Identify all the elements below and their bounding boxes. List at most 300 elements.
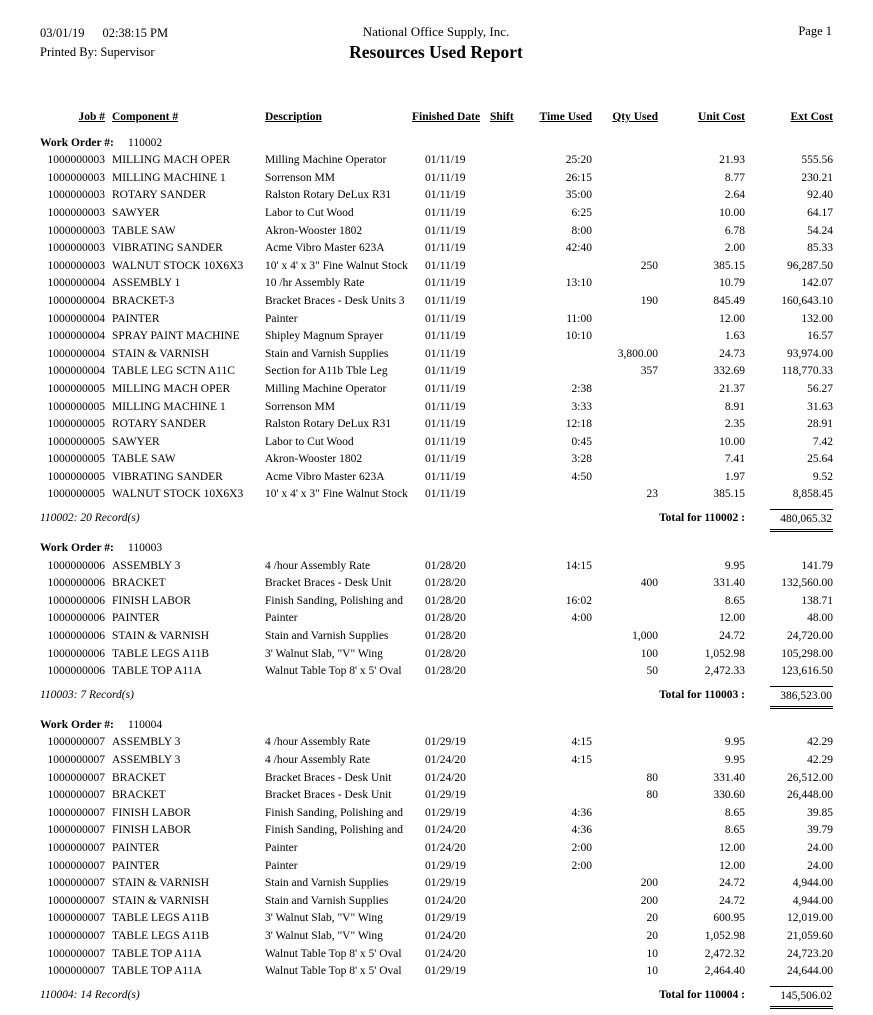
cell-finished-date: 01/29/19 — [425, 806, 466, 819]
cell-job: 1000000003 — [47, 242, 105, 255]
cell-time-used: 3:28 — [571, 453, 592, 466]
cell-description: 4 /hour Assembly Rate — [265, 754, 371, 766]
cell-component: PAINTER — [112, 859, 160, 872]
work-order-number: 110003 — [128, 542, 163, 555]
cell-job: 1000000006 — [47, 665, 105, 678]
cell-unit-cost: 10.00 — [719, 206, 745, 219]
cell-finished-date: 01/28/20 — [425, 647, 466, 660]
group-total-cell — [745, 509, 833, 532]
cell-ext-cost: 28.91 — [807, 418, 833, 431]
cell-qty-used: 200 — [640, 894, 658, 907]
cell-time-used: 3:33 — [571, 400, 592, 413]
cell-finished-date: 01/28/20 — [425, 612, 466, 625]
cell-qty-used: 200 — [640, 877, 658, 890]
table-row — [40, 258, 833, 276]
table-row — [40, 170, 833, 188]
cell-job: 1000000006 — [47, 612, 105, 625]
cell-component: ASSEMBLY 3 — [112, 754, 181, 766]
cell-description: 10' x 4' x 3" Fine Walnut Stock — [265, 259, 408, 272]
cell-job: 1000000006 — [47, 647, 105, 660]
cell-unit-cost: 331.40 — [713, 771, 745, 784]
cell-unit-cost: 21.93 — [719, 154, 745, 167]
cell-unit-cost: 330.60 — [713, 789, 745, 802]
cell-component: MILLING MACHINE 1 — [112, 400, 226, 413]
cell-ext-cost: 25.64 — [807, 453, 833, 466]
cell-unit-cost: 1.63 — [724, 330, 745, 343]
cell-time-used: 4:36 — [571, 824, 592, 837]
cell-time-used: 2:00 — [571, 841, 592, 854]
table-row — [40, 434, 833, 452]
cell-job: 1000000007 — [47, 965, 105, 978]
page-number: Page 1 — [798, 24, 832, 38]
cell-component: MILLING MACH OPER — [112, 154, 231, 167]
cell-description: Stain and Varnish Supplies — [265, 877, 389, 890]
cell-job: 1000000003 — [47, 154, 105, 167]
work-order-group — [40, 135, 833, 532]
cell-component: STAIN & VARNISH — [112, 347, 210, 360]
cell-description: Milling Machine Operator — [265, 382, 387, 395]
column-header-time-used: Time Used — [539, 111, 592, 123]
column-header-qty-used: Qty Used — [612, 111, 658, 123]
cell-finished-date: 01/11/19 — [425, 347, 466, 360]
cell-description: Finish Sanding, Polishing and — [265, 806, 404, 819]
column-header-job: Job # — [78, 111, 105, 123]
table-row — [40, 822, 833, 840]
cell-finished-date: 01/11/19 — [425, 294, 466, 307]
cell-job: 1000000007 — [47, 841, 105, 854]
cell-job: 1000000006 — [47, 630, 105, 643]
cell-qty-used: 50 — [646, 665, 658, 678]
table-row — [40, 558, 833, 576]
cell-qty-used: 100 — [640, 647, 658, 660]
cell-ext-cost: 39.85 — [807, 806, 833, 819]
group-rows — [40, 734, 833, 980]
cell-finished-date: 01/28/20 — [425, 665, 466, 678]
cell-qty-used: 20 — [646, 912, 658, 925]
cell-job: 1000000004 — [47, 312, 105, 325]
cell-finished-date: 01/24/20 — [425, 929, 466, 942]
cell-finished-date: 01/11/19 — [425, 418, 466, 431]
cell-time-used: 13:10 — [565, 277, 592, 290]
table-row — [40, 734, 833, 752]
cell-finished-date: 01/11/19 — [425, 330, 466, 343]
cell-time-used: 8:00 — [571, 224, 592, 237]
cell-qty-used: 10 — [646, 965, 658, 978]
cell-job: 1000000006 — [47, 577, 105, 590]
cell-finished-date: 01/29/19 — [425, 965, 466, 978]
cell-qty-used: 80 — [646, 789, 658, 802]
cell-ext-cost: 4,944.00 — [792, 894, 833, 907]
cell-description: Bracket Braces - Desk Unit — [265, 771, 392, 784]
table-row — [40, 275, 833, 293]
table-row — [40, 628, 833, 646]
cell-unit-cost: 1,052.98 — [704, 929, 745, 942]
cell-component: SPRAY PAINT MACHINE — [112, 330, 240, 343]
group-rows — [40, 558, 833, 681]
cell-description: Shipley Magnum Sprayer — [265, 330, 384, 343]
cell-time-used: 2:38 — [571, 382, 592, 395]
cell-finished-date: 01/11/19 — [425, 488, 466, 501]
cell-component: TABLE LEGS A11B — [112, 647, 210, 660]
cell-finished-date: 01/29/19 — [425, 859, 466, 872]
cell-time-used: 4:15 — [571, 754, 592, 766]
cell-component: TABLE LEG SCTN A11C — [112, 365, 235, 378]
cell-ext-cost: 26,448.00 — [787, 789, 833, 802]
cell-ext-cost: 48.00 — [807, 612, 833, 625]
cell-description: Bracket Braces - Desk Units 3 — [265, 294, 405, 307]
cell-component: TABLE SAW — [112, 224, 176, 237]
cell-qty-used: 400 — [640, 577, 658, 590]
cell-description: Section for A11b Tble Leg — [265, 365, 388, 378]
cell-unit-cost: 12.00 — [719, 612, 745, 625]
cell-time-used: 26:15 — [565, 171, 592, 184]
cell-component: WALNUT STOCK 10X6X3 — [112, 488, 244, 501]
cell-description: 4 /hour Assembly Rate — [265, 559, 371, 572]
cell-job: 1000000005 — [47, 488, 105, 501]
table-row — [40, 593, 833, 611]
cell-ext-cost: 64.17 — [807, 206, 833, 219]
cell-finished-date: 01/11/19 — [425, 224, 466, 237]
cell-unit-cost: 1,052.98 — [704, 647, 745, 660]
cell-component: MILLING MACH OPER — [112, 382, 231, 395]
cell-job: 1000000007 — [47, 929, 105, 942]
cell-description: 3' Walnut Slab, "V" Wing — [265, 912, 383, 925]
table-row — [40, 293, 833, 311]
cell-unit-cost: 8.65 — [724, 824, 745, 837]
cell-ext-cost: 21,059.60 — [787, 929, 833, 942]
cell-ext-cost: 92.40 — [807, 189, 833, 202]
cell-unit-cost: 7.41 — [724, 453, 745, 466]
cell-ext-cost: 7.42 — [812, 435, 833, 448]
group-total-value: 480,065.32 — [770, 509, 833, 532]
table-row — [40, 858, 833, 876]
cell-unit-cost: 8.91 — [724, 400, 745, 413]
cell-ext-cost: 24,720.00 — [787, 630, 833, 643]
cell-job: 1000000005 — [47, 400, 105, 413]
cell-ext-cost: 24,644.00 — [787, 965, 833, 978]
cell-description: Finish Sanding, Polishing and — [265, 594, 404, 607]
cell-description: Walnut Table Top 8' x 5' Oval — [265, 665, 402, 678]
cell-unit-cost: 385.15 — [713, 488, 745, 501]
column-header-shift: Shift — [490, 111, 514, 123]
cell-description: Milling Machine Operator — [265, 154, 387, 167]
work-order-number: 110004 — [128, 718, 163, 731]
cell-component: TABLE TOP A11A — [112, 965, 202, 978]
cell-component: PAINTER — [112, 612, 160, 625]
table-row — [40, 875, 833, 893]
cell-finished-date: 01/11/19 — [425, 189, 466, 202]
cell-job: 1000000007 — [47, 806, 105, 819]
cell-ext-cost: 26,512.00 — [787, 771, 833, 784]
group-total-value: 386,523.00 — [770, 686, 833, 709]
cell-component: ROTARY SANDER — [112, 418, 207, 431]
table-row — [40, 451, 833, 469]
cell-ext-cost: 138.71 — [801, 594, 833, 607]
cell-unit-cost: 9.95 — [724, 559, 745, 572]
cell-unit-cost: 12.00 — [719, 312, 745, 325]
group-footer — [40, 509, 833, 532]
cell-finished-date: 01/24/20 — [425, 754, 466, 766]
group-total-cell — [745, 986, 833, 1009]
cell-component: STAIN & VARNISH — [112, 630, 210, 643]
cell-unit-cost: 331.40 — [713, 577, 745, 590]
cell-finished-date: 01/11/19 — [425, 206, 466, 219]
cell-description: 3' Walnut Slab, "V" Wing — [265, 647, 383, 660]
cell-finished-date: 01/11/19 — [425, 312, 466, 325]
cell-description: 3' Walnut Slab, "V" Wing — [265, 929, 383, 942]
cell-finished-date: 01/11/19 — [425, 277, 466, 290]
table-row — [40, 223, 833, 241]
cell-ext-cost: 96,287.50 — [787, 259, 833, 272]
cell-ext-cost: 9.52 — [812, 470, 833, 483]
page-title: Resources Used Report — [349, 42, 523, 62]
printed-by: Printed By: Supervisor — [40, 45, 155, 60]
cell-ext-cost: 160,643.10 — [781, 294, 833, 307]
cell-unit-cost: 12.00 — [719, 841, 745, 854]
cell-ext-cost: 24.00 — [807, 841, 833, 854]
table-row — [40, 787, 833, 805]
cell-component: WALNUT STOCK 10X6X3 — [112, 259, 244, 272]
column-header-description: Description — [265, 111, 322, 123]
cell-finished-date: 01/28/20 — [425, 630, 466, 643]
cell-unit-cost: 10.00 — [719, 435, 745, 448]
cell-ext-cost: 24,723.20 — [787, 947, 833, 960]
cell-job: 1000000003 — [47, 189, 105, 202]
work-order-label: Work Order #: — [40, 542, 114, 555]
cell-component: PAINTER — [112, 841, 160, 854]
cell-time-used: 11:00 — [566, 312, 592, 325]
work-order-groups — [40, 135, 833, 1009]
table-row — [40, 381, 833, 399]
cell-ext-cost: 230.21 — [801, 171, 833, 184]
cell-unit-cost: 24.73 — [719, 347, 745, 360]
cell-component: BRACKET — [112, 771, 166, 784]
table-row — [40, 610, 833, 628]
cell-component: TABLE TOP A11A — [112, 665, 202, 678]
group-record-count: 110004: 14 Record(s) — [40, 988, 140, 1001]
table-row — [40, 893, 833, 911]
work-order-group — [40, 540, 833, 709]
cell-unit-cost: 2,472.32 — [704, 947, 745, 960]
cell-description: 10 /hr Assembly Rate — [265, 277, 365, 290]
cell-job: 1000000007 — [47, 912, 105, 925]
cell-finished-date: 01/11/19 — [425, 242, 466, 255]
table-row — [40, 752, 833, 770]
cell-job: 1000000005 — [47, 470, 105, 483]
cell-qty-used: 357 — [640, 365, 658, 378]
cell-unit-cost: 8.65 — [724, 806, 745, 819]
cell-job: 1000000007 — [47, 824, 105, 837]
cell-unit-cost: 24.72 — [719, 894, 745, 907]
cell-job: 1000000007 — [47, 947, 105, 960]
cell-finished-date: 01/29/19 — [425, 736, 466, 749]
table-row — [40, 840, 833, 858]
cell-unit-cost: 845.49 — [713, 294, 745, 307]
work-order-label: Work Order #: — [40, 718, 114, 731]
table-row — [40, 575, 833, 593]
cell-finished-date: 01/24/20 — [425, 771, 466, 784]
cell-description: Painter — [265, 612, 298, 625]
cell-component: MILLING MACHINE 1 — [112, 171, 226, 184]
cell-description: Acme Vibro Master 623A — [265, 470, 385, 483]
cell-component: TABLE LEGS A11B — [112, 912, 210, 925]
table-row — [40, 416, 833, 434]
cell-unit-cost: 21.37 — [719, 382, 745, 395]
cell-job: 1000000004 — [47, 365, 105, 378]
table-row — [40, 187, 833, 205]
work-order-header — [40, 717, 833, 735]
group-footer — [40, 686, 833, 709]
cell-job: 1000000003 — [47, 224, 105, 237]
print-time: 02:38:15 PM — [102, 26, 169, 40]
report-header — [0, 0, 873, 63]
table-row — [40, 363, 833, 381]
cell-finished-date: 01/11/19 — [425, 453, 466, 466]
cell-unit-cost: 24.72 — [719, 877, 745, 890]
cell-job: 1000000007 — [47, 736, 105, 749]
group-record-count: 110002: 20 Record(s) — [40, 512, 140, 525]
cell-unit-cost: 6.78 — [724, 224, 745, 237]
cell-job: 1000000007 — [47, 859, 105, 872]
cell-ext-cost: 142.07 — [801, 277, 833, 290]
cell-ext-cost: 42.29 — [807, 736, 833, 749]
cell-time-used: 14:15 — [565, 559, 592, 572]
cell-ext-cost: 132.00 — [801, 312, 833, 325]
work-order-header — [40, 540, 833, 558]
cell-component: BRACKET-3 — [112, 294, 175, 307]
cell-ext-cost: 8,858.45 — [792, 488, 833, 501]
group-total-label: Total for 110003 : — [659, 688, 745, 701]
cell-component: ASSEMBLY 3 — [112, 736, 181, 749]
cell-component: TABLE LEGS A11B — [112, 929, 210, 942]
cell-ext-cost: 93,974.00 — [787, 347, 833, 360]
cell-ext-cost: 118,770.33 — [781, 365, 833, 378]
cell-ext-cost: 12,019.00 — [787, 912, 833, 925]
cell-qty-used: 23 — [646, 488, 658, 501]
cell-component: FINISH LABOR — [112, 824, 191, 837]
cell-description: Akron-Wooster 1802 — [265, 224, 363, 237]
cell-qty-used: 80 — [646, 771, 658, 784]
cell-finished-date: 01/24/20 — [425, 894, 466, 907]
table-row — [40, 486, 833, 504]
cell-finished-date: 01/29/19 — [425, 789, 466, 802]
cell-description: Ralston Rotary DeLux R31 — [265, 418, 392, 431]
cell-ext-cost: 85.33 — [807, 242, 833, 255]
table-header-row — [40, 109, 833, 127]
cell-unit-cost: 12.00 — [719, 859, 745, 872]
print-datetime — [40, 24, 265, 43]
cell-description: Finish Sanding, Polishing and — [265, 824, 404, 837]
cell-finished-date: 01/29/19 — [425, 877, 466, 890]
cell-ext-cost: 42.29 — [807, 754, 833, 766]
cell-unit-cost: 9.95 — [724, 736, 745, 749]
cell-ext-cost: 132,560.00 — [781, 577, 833, 590]
cell-time-used: 4:00 — [571, 612, 592, 625]
cell-time-used: 35:00 — [565, 189, 592, 202]
cell-job: 1000000005 — [47, 435, 105, 448]
cell-qty-used: 3,800.00 — [617, 347, 658, 360]
cell-description: Bracket Braces - Desk Unit — [265, 577, 392, 590]
group-total-label: Total for 110002 : — [659, 512, 745, 525]
cell-qty-used: 190 — [640, 294, 658, 307]
cell-description: Walnut Table Top 8' x 5' Oval — [265, 965, 402, 978]
cell-unit-cost: 2.35 — [724, 418, 745, 431]
cell-unit-cost: 332.69 — [713, 365, 745, 378]
cell-description: Akron-Wooster 1802 — [265, 453, 363, 466]
cell-job: 1000000005 — [47, 418, 105, 431]
cell-finished-date: 01/11/19 — [425, 400, 466, 413]
cell-ext-cost: 24.00 — [807, 859, 833, 872]
table-row — [40, 346, 833, 364]
column-header-ext-cost: Ext Cost — [790, 111, 833, 123]
cell-unit-cost: 385.15 — [713, 259, 745, 272]
company-name: National Office Supply, Inc. — [362, 24, 510, 39]
cell-unit-cost: 2.64 — [724, 189, 745, 202]
table-row — [40, 399, 833, 417]
cell-component: SAWYER — [112, 435, 160, 448]
cell-description: Painter — [265, 841, 298, 854]
cell-description: Sorrenson MM — [265, 400, 335, 413]
cell-component: ASSEMBLY 1 — [112, 277, 181, 290]
cell-ext-cost: 141.79 — [801, 559, 833, 572]
cell-component: ASSEMBLY 3 — [112, 559, 181, 572]
cell-time-used: 4:36 — [571, 806, 592, 819]
cell-finished-date: 01/11/19 — [425, 171, 466, 184]
cell-job: 1000000007 — [47, 877, 105, 890]
table-row — [40, 311, 833, 329]
cell-finished-date: 01/11/19 — [425, 470, 466, 483]
cell-finished-date: 01/11/19 — [425, 382, 466, 395]
table-row — [40, 328, 833, 346]
cell-ext-cost: 39.79 — [807, 824, 833, 837]
cell-job: 1000000003 — [47, 206, 105, 219]
cell-qty-used: 20 — [646, 929, 658, 942]
cell-qty-used: 1,000 — [632, 630, 658, 643]
table-row — [40, 646, 833, 664]
table-row — [40, 240, 833, 258]
cell-time-used: 2:00 — [571, 859, 592, 872]
cell-unit-cost: 24.72 — [719, 630, 745, 643]
cell-time-used: 4:15 — [571, 736, 592, 749]
cell-component: ROTARY SANDER — [112, 189, 207, 202]
column-header-component: Component # — [112, 111, 179, 123]
cell-finished-date: 01/28/20 — [425, 577, 466, 590]
cell-component: TABLE TOP A11A — [112, 947, 202, 960]
cell-component: VIBRATING SANDER — [112, 470, 223, 483]
table-row — [40, 469, 833, 487]
cell-finished-date: 01/24/20 — [425, 841, 466, 854]
work-order-group — [40, 717, 833, 1009]
table-row — [40, 205, 833, 223]
cell-unit-cost: 10.79 — [719, 277, 745, 290]
work-order-label: Work Order #: — [40, 136, 114, 149]
cell-description: Painter — [265, 312, 298, 325]
work-order-number: 110002 — [128, 136, 163, 149]
group-footer — [40, 986, 833, 1009]
table-row — [40, 946, 833, 964]
cell-unit-cost: 8.77 — [724, 171, 745, 184]
cell-description: 4 /hour Assembly Rate — [265, 736, 371, 749]
table-row — [40, 910, 833, 928]
cell-description: Stain and Varnish Supplies — [265, 630, 389, 643]
report-table — [0, 109, 873, 1009]
cell-job: 1000000007 — [47, 754, 105, 766]
cell-component: STAIN & VARNISH — [112, 894, 210, 907]
cell-qty-used: 10 — [646, 947, 658, 960]
cell-job: 1000000007 — [47, 894, 105, 907]
cell-job: 1000000004 — [47, 294, 105, 307]
cell-description: Walnut Table Top 8' x 5' Oval — [265, 947, 402, 960]
